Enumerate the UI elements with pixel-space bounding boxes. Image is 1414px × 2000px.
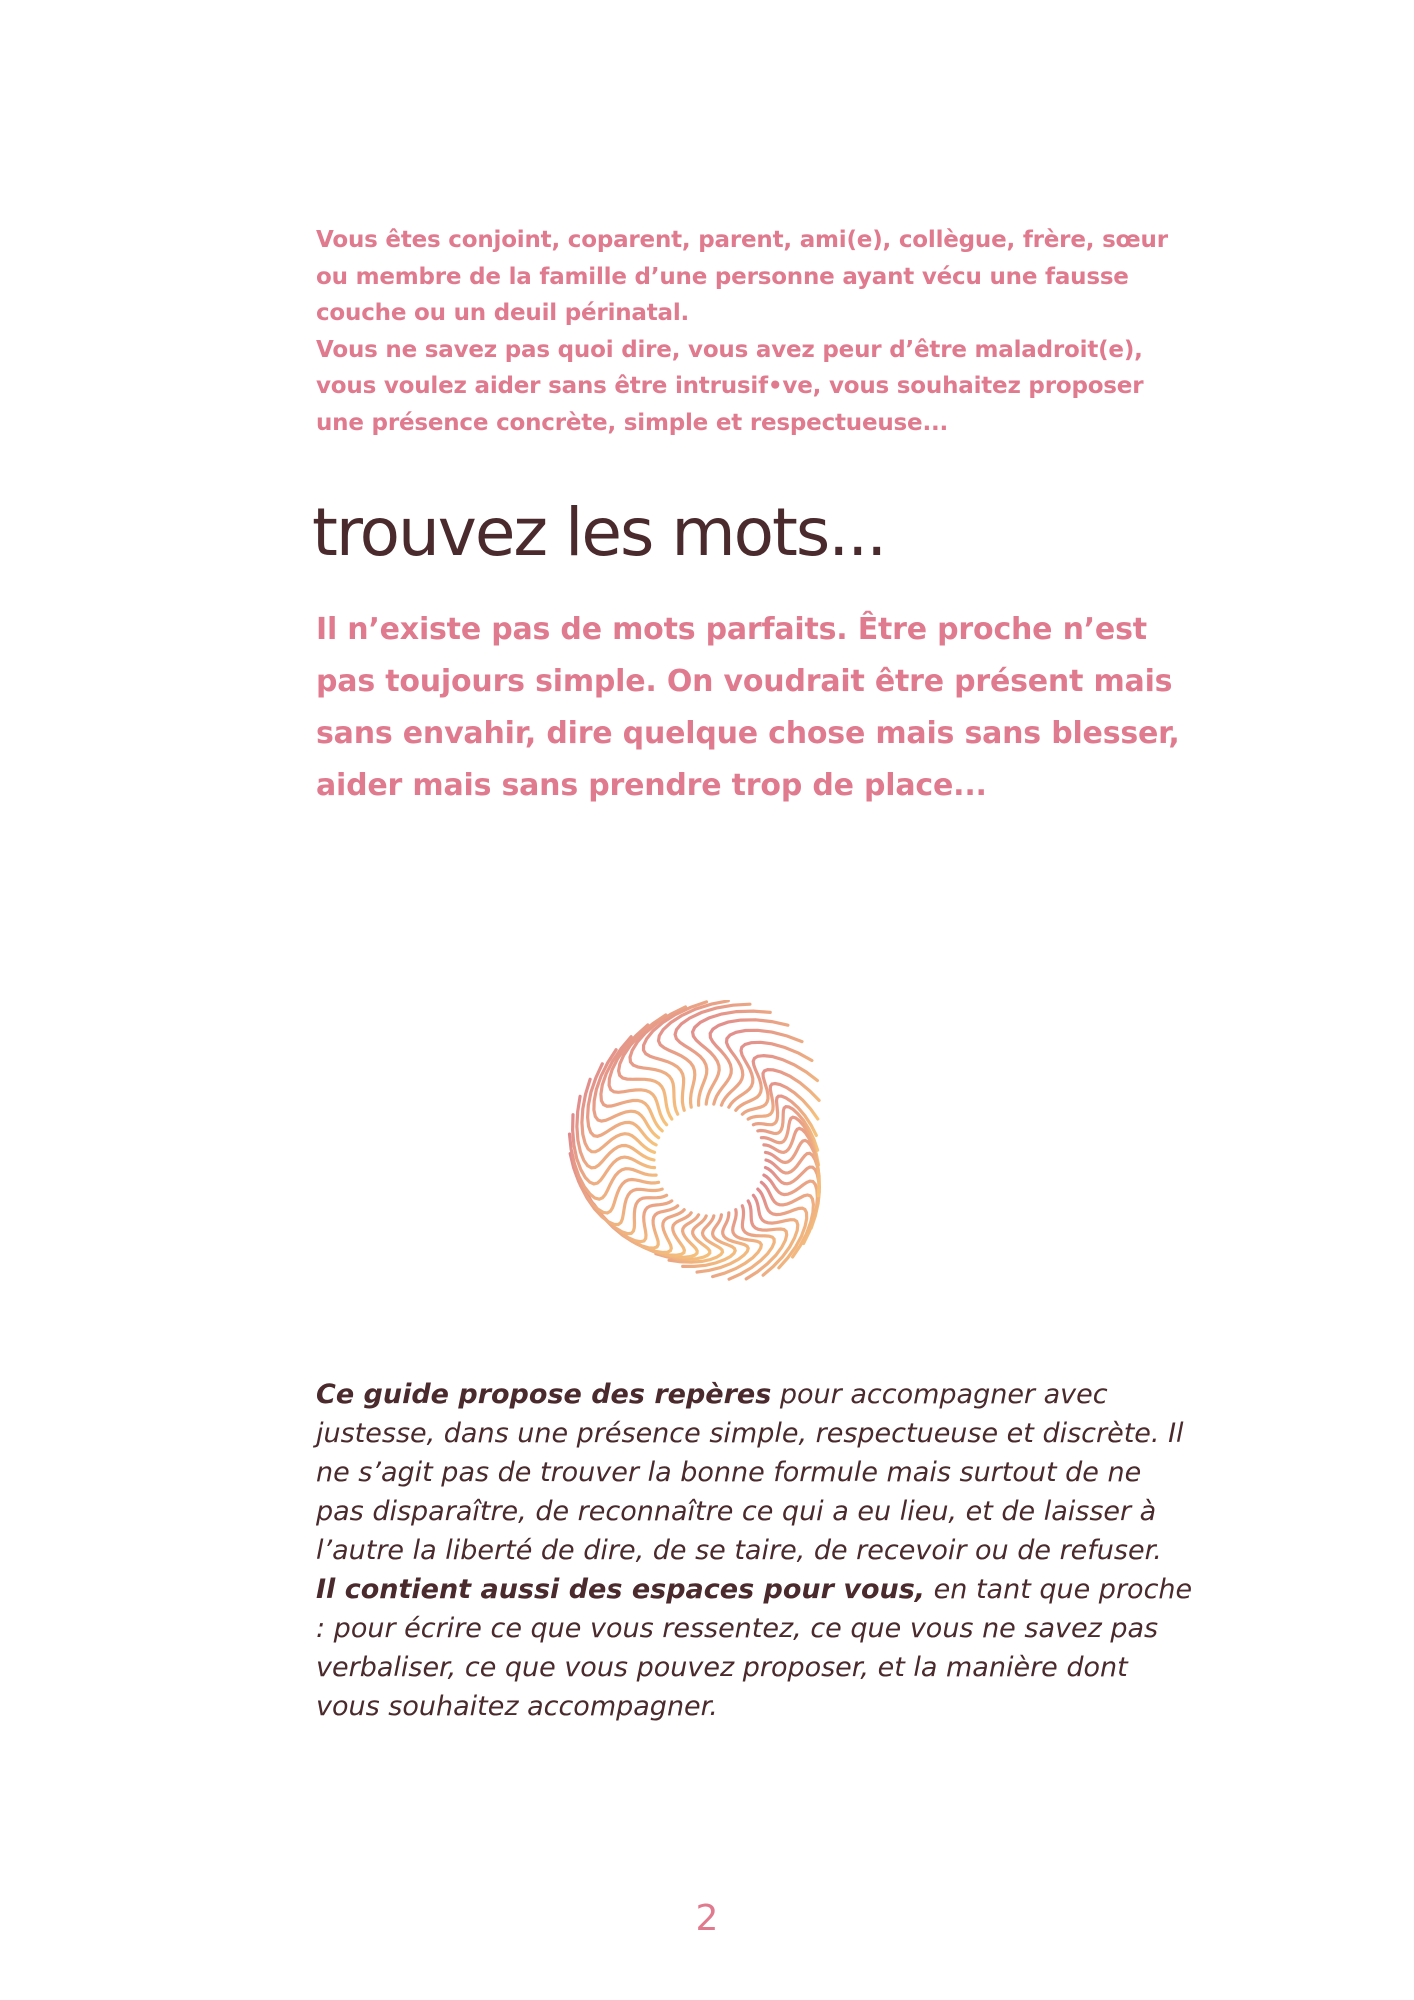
lead-paragraph: Il n’existe pas de mots parfaits. Être proche n’est pas toujours simple. On voudrait être présent mais sans envahir, dire quelque chose mais sans blesser, aider mais sans prendre trop de place... (316, 612, 1180, 803)
body-p1-rest: pour accompagner avec justesse, dans une présence simple, respectueuse et discrète. Il ne s’agit pas de trouver la bonne formule mais surtout de ne pas disparaître, de reconnaître ce qui a eu lieu, et de laisser à l’autre la liberté de dire, de se taire, de recevoir ou de refuser. (316, 1379, 1184, 1566)
body-paragraph-2 (316, 1570, 1196, 1726)
sun-ray (630, 1007, 686, 1114)
body-text (316, 1375, 1196, 1726)
page-number: 2 (695, 1898, 719, 1939)
body-paragraph-1 (316, 1375, 1196, 1570)
body-p2-bold: Il contient aussi des espaces pour vous, (316, 1574, 926, 1605)
radiating-sun-icon (560, 1000, 860, 1310)
body-p2-rest: en tant que proche : pour écrire ce que vous ressentez, ce que vous ne savez pas verbaliser, ce que vous pouvez proposer, et la manière dont vous souhaitez accompagner. (316, 1574, 1193, 1722)
intro-paragraph-2: Vous ne savez pas quoi dire, vous avez peur d’être maladroit(e), vous voulez aider sans être intrusif•ve, vous souhaitez proposer une présence concrète, simple et respectueuse... (316, 336, 1144, 436)
body-p1-bold: Ce guide propose des repères (316, 1379, 772, 1410)
section-title: trouvez les mots... (312, 494, 886, 571)
sun-rays (570, 1001, 820, 1279)
intro-text (316, 222, 1176, 441)
intro-paragraph-1: Vous êtes conjoint, coparent, parent, ami(e), collègue, frère, sœur ou membre de la famille d’une personne ayant vécu une fausse couche ou un deuil périnatal. (316, 227, 1168, 326)
sun-ray (764, 1175, 818, 1243)
